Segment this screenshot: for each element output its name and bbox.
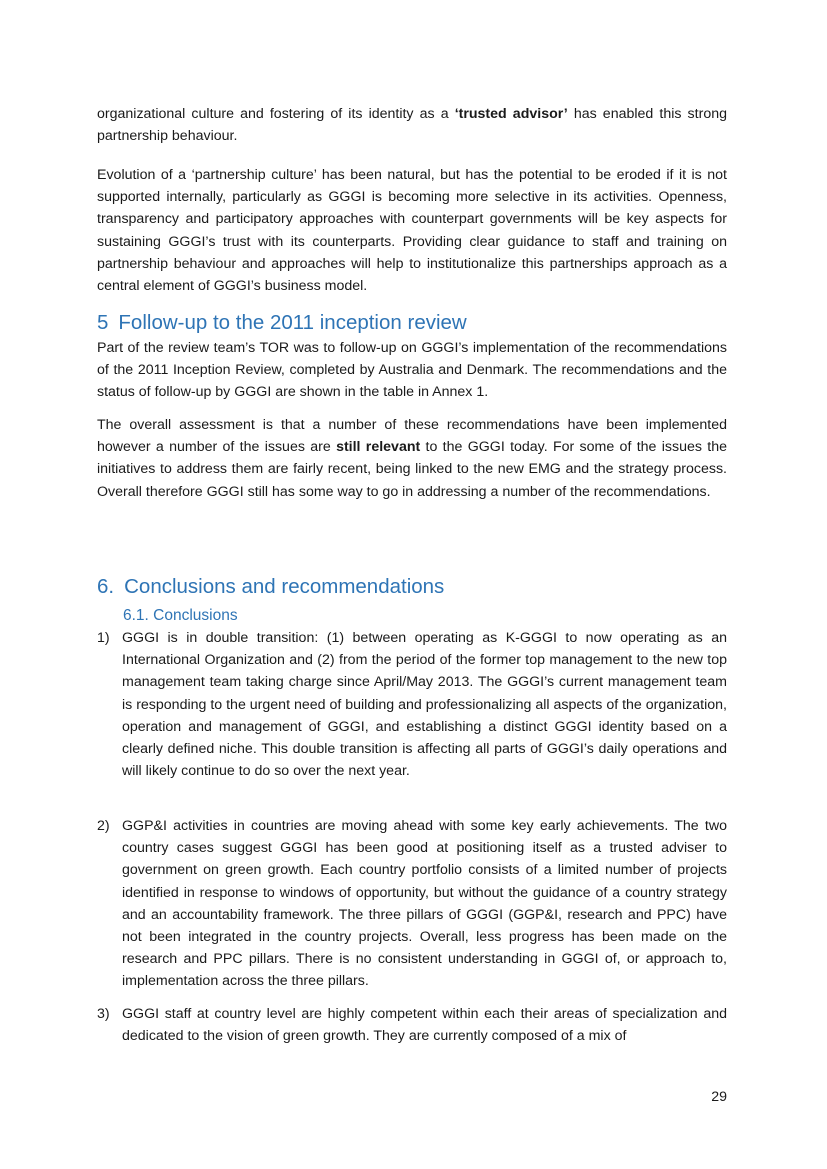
section-6-title: Conclusions and recommendations — [124, 575, 445, 598]
list-item — [97, 627, 727, 782]
intro-paragraph-2: Evolution of a ‘partnership culture’ has been natural, but has the potential to be eroded if it is not supported internally, particularly as GGGI is becoming more selective in its activities. Openness, transparency and participatory approaches with counterpart governments will be key aspects for sustaining GGGI’s trust with its counterparts. Providing clear guidance to staff and training on partnership behaviour and approaches will help to institutionalize this partnerships approach as a central element of GGGI’s business model. — [97, 167, 727, 295]
section-5-title: Follow-up to the 2011 inception review — [118, 311, 467, 334]
section-6-1-number: 6.1. — [123, 607, 149, 624]
trusted-advisor-emphasis: ‘trusted advisor’ — [454, 106, 568, 122]
list-item-marker: 2) — [97, 818, 110, 834]
section-6-1-title: Conclusions — [153, 607, 238, 624]
section-5-paragraph-2 — [97, 414, 727, 503]
list-item-marker: 1) — [97, 630, 110, 646]
section-5-paragraph-1: Part of the review team’s TOR was to follow-up on GGGI’s implementation of the recommendations of the 2011 Inception Review, completed by Australia and Denmark. The recommendations and the status of follow-up by GGGI are shown in the table in Annex 1. — [97, 340, 727, 401]
intro-paragraph-1-text-b: has enabled this strong partnership behaviour. — [97, 106, 727, 145]
section-6-1-heading — [123, 606, 238, 626]
page-number: 29 — [711, 1089, 727, 1105]
list-item-text: GGGI staff at country level are highly competent within each their areas of specialization and dedicated to the vision of green growth. They are currently composed of a mix of — [122, 1006, 727, 1045]
section-5-heading — [97, 310, 467, 336]
list-item-text: GGGI is in double transition: (1) between operating as K-GGGI to now operating as an International Organization and (2) from the period of the former top management to the new top management team taking charge since April/May 2013. The GGGI’s current management team is responding to the urgent need of building and professionalizing all aspects of the organization, operation and management of GGGI, and establishing a distinct GGGI identity based on a clearly defined niche. This double transition is affecting all parts of GGGI’s daily operations and will likely continue to do so over the next year. — [122, 630, 727, 780]
list-item — [97, 1003, 727, 1047]
intro-paragraph-1 — [97, 103, 727, 147]
section-5-paragraph-2-text-a: The overall assessment is that a number of these recommendations have been implemented however a number of the issues are — [97, 417, 727, 456]
still-relevant-emphasis: still relevant — [336, 439, 421, 456]
list-item-marker: 3) — [97, 1006, 110, 1022]
section-5-number: 5 — [97, 311, 109, 334]
section-6-number: 6. — [97, 575, 115, 598]
list-item-text: GGP&I activities in countries are moving ahead with some key early achievements. The two country cases suggest GGGI has been good at positioning itself as a trusted adviser to government on green growth. Each country portfolio consists of a limited number of projects identified in response to windows of opportunity, but without the guidance of a country strategy and an accountability framework. The three pillars of GGGI (GGP&I, research and PPC) have not been integrated in the country projects. Overall, less progress has been made on the research and PPC pillars. There is no consistent understanding in GGGI of, or approach to, implementation across the three pillars. — [122, 818, 727, 990]
section-5-paragraph-2-text-b: to the GGGI today. For some of the issues the initiatives to address them are fairly recent, being linked to the new EMG and the strategy process. Overall therefore GGGI still has some way to go in addressing a number of the recommendations. — [97, 439, 727, 500]
list-item — [97, 815, 727, 993]
intro-paragraph-1-text-a: organizational culture and fostering of its identity as a — [97, 106, 455, 122]
section-6-heading — [97, 574, 444, 600]
